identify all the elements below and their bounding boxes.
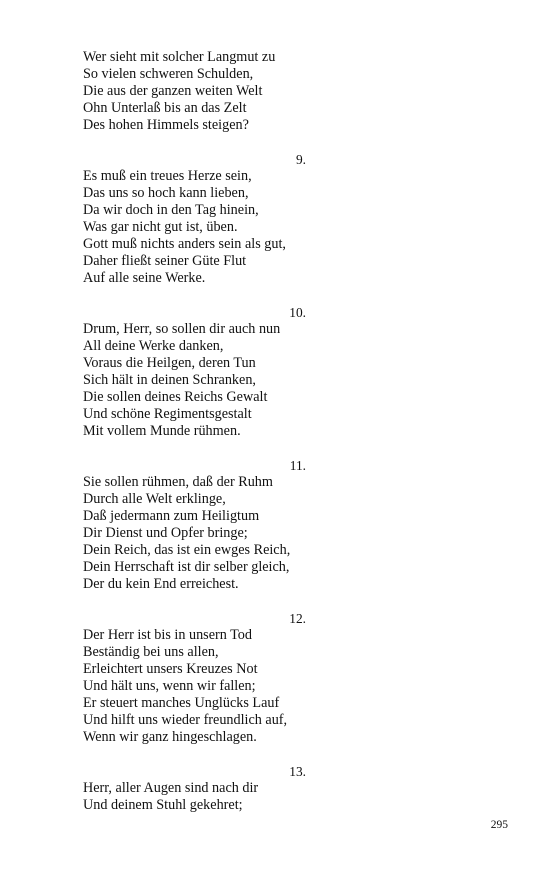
stanza-number: 13. [289, 764, 306, 779]
stanza-number: 10. [289, 305, 306, 320]
verse-line: Und deinem Stuhl gekehret; [83, 797, 243, 813]
verse-line: All deine Werke danken, [83, 338, 224, 354]
verse-line: Mit vollem Munde rühmen. [83, 423, 241, 439]
verse-line: Das uns so hoch kann lieben, [83, 185, 249, 201]
verse-line: Dir Dienst und Opfer bringe; [83, 525, 248, 541]
stanza-number: 9. [295, 152, 306, 167]
verse-line: Es muß ein treues Herze sein, [83, 168, 252, 184]
stanza [83, 763, 306, 814]
stanza [83, 610, 306, 746]
verse-line: Wenn wir ganz hingeschlagen. [83, 729, 257, 745]
verse-line: Und hilft uns wieder freundlich auf, [83, 712, 288, 728]
verse-line: Sie sollen rühmen, daß der Ruhm [83, 474, 273, 490]
verse-line: Der Herr ist bis in unsern Tod [83, 627, 252, 643]
verse-line: Ohn Unterlaß bis an das Zelt [83, 100, 247, 116]
verse-line: Was gar nicht gut ist, üben. [83, 219, 238, 235]
verse-line: So vielen schweren Schulden, [83, 66, 254, 82]
verse-line: Auf alle seine Werke. [83, 270, 206, 286]
stanza-number: 12. [289, 611, 306, 626]
verse-line: Durch alle Welt erklinge, [83, 491, 226, 507]
verse-line: Dein Reich, das ist ein ewges Reich, [83, 542, 291, 558]
verse-line: Des hohen Himmels steigen? [83, 117, 249, 133]
stanza [83, 304, 306, 440]
verse-line: Herr, aller Augen sind nach dir [83, 780, 259, 796]
page-number: 295 [490, 819, 508, 831]
verse-line: Gott muß nichts anders sein als gut, [83, 236, 286, 252]
verse-line: Da wir doch in den Tag hinein, [83, 202, 259, 218]
hymn-text [83, 49, 306, 831]
verse-line: Dein Herrschaft ist dir selber gleich, [83, 559, 290, 575]
verse-line: Daher fließt seiner Güte Flut [83, 253, 247, 269]
verse-line: Sich hält in deinen Schranken, [83, 372, 256, 388]
verse-line: Die aus der ganzen weiten Welt [83, 83, 263, 99]
verse-line: Wer sieht mit solcher Langmut zu [83, 49, 276, 65]
stanza [83, 457, 306, 593]
verse-line: Die sollen deines Reichs Gewalt [83, 389, 268, 405]
verse-line: Voraus die Heilgen, deren Tun [83, 355, 256, 371]
stanza [83, 151, 306, 287]
verse-line: Beständig bei uns allen, [83, 644, 219, 660]
verse-line: Er steuert manches Unglücks Lauf [83, 695, 280, 711]
stanza [83, 49, 306, 134]
verse-line: Erleichtert unsers Kreuzes Not [83, 661, 258, 677]
verse-line: Daß jedermann zum Heiligtum [83, 508, 260, 524]
verse-line: Der du kein End erreichest. [83, 576, 239, 592]
stanza-number: 11. [289, 458, 306, 473]
verse-line: Und schöne Regimentsgestalt [83, 406, 252, 422]
verse-line: Und hält uns, wenn wir fallen; [83, 678, 256, 694]
verse-line: Drum, Herr, so sollen dir auch nun [83, 321, 281, 337]
